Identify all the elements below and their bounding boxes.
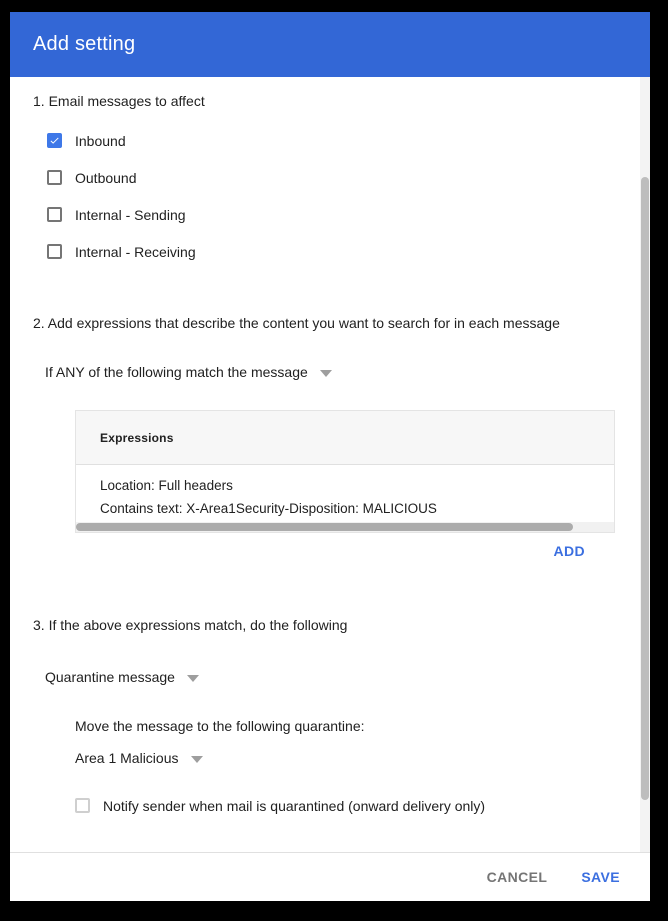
dialog-title: Add setting — [33, 33, 136, 55]
vertical-scrollbar-thumb[interactable] — [641, 177, 649, 800]
vertical-scrollbar[interactable] — [640, 77, 650, 852]
expressions-table-header — [76, 411, 614, 465]
save-button[interactable]: SAVE — [581, 869, 620, 885]
section-1-label: 1. Email messages to affect — [33, 93, 205, 109]
move-quarantine-label: Move the message to the following quarantine: — [75, 718, 365, 734]
cancel-button[interactable]: CANCEL — [486, 869, 548, 885]
internal-receiving-checkbox-row[interactable] — [47, 242, 196, 261]
inbound-checkbox-label: Inbound — [75, 132, 126, 149]
notify-sender-checkbox[interactable] — [75, 798, 90, 813]
expressions-table-body — [76, 465, 614, 522]
dialog-header — [10, 12, 650, 77]
expression-row-contains-text[interactable]: Contains text: X-Area1Security-Disposition: MALICIOUS — [100, 501, 437, 516]
add-setting-dialog — [10, 12, 650, 901]
section-2-label: 2. Add expressions that describe the content you want to search for in each message — [33, 315, 560, 331]
expressions-column-header: Expressions — [100, 430, 174, 445]
dropdown-arrow-icon — [320, 370, 332, 377]
internal-sending-checkbox-row[interactable] — [47, 205, 186, 224]
dropdown-arrow-icon — [187, 675, 199, 682]
notify-sender-checkbox-row[interactable] — [75, 796, 485, 815]
inbound-checkbox[interactable] — [47, 133, 62, 148]
check-icon — [49, 134, 60, 147]
internal-sending-checkbox-label: Internal - Sending — [75, 206, 186, 223]
internal-receiving-checkbox[interactable] — [47, 244, 62, 259]
consequence-dropdown[interactable] — [45, 669, 199, 685]
section-3-label: 3. If the above expressions match, do the following — [33, 617, 348, 633]
horizontal-scrollbar-thumb[interactable] — [76, 523, 573, 531]
outbound-checkbox[interactable] — [47, 170, 62, 185]
outbound-checkbox-label: Outbound — [75, 169, 137, 186]
internal-sending-checkbox[interactable] — [47, 207, 62, 222]
quarantine-select-value: Area 1 Malicious — [75, 750, 179, 766]
horizontal-scrollbar[interactable] — [76, 522, 614, 532]
outbound-checkbox-row[interactable] — [47, 168, 137, 187]
internal-receiving-checkbox-label: Internal - Receiving — [75, 243, 196, 260]
expression-row-location[interactable]: Location: Full headers — [100, 478, 233, 493]
match-type-dropdown-value: If ANY of the following match the message — [45, 364, 308, 380]
quarantine-select-dropdown[interactable] — [75, 750, 203, 766]
add-expression-button[interactable]: ADD — [553, 543, 585, 559]
consequence-dropdown-value: Quarantine message — [45, 669, 175, 685]
match-type-dropdown[interactable] — [45, 364, 332, 380]
expressions-table — [75, 410, 615, 533]
dialog-footer — [10, 852, 650, 901]
dropdown-arrow-icon — [191, 756, 203, 763]
inbound-checkbox-row[interactable] — [47, 131, 126, 150]
notify-sender-checkbox-label: Notify sender when mail is quarantined (onward delivery only) — [103, 797, 486, 814]
